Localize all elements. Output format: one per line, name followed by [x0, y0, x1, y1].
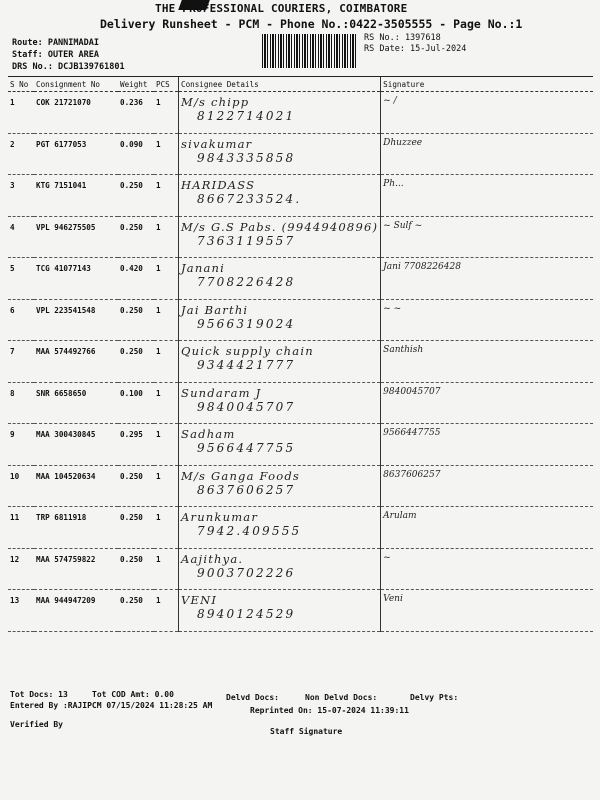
consignee-name: Quick supply chain [181, 344, 314, 358]
serial-number: 12 [10, 554, 20, 564]
drs-label: DRS No.: DCJB139761801 [12, 62, 125, 72]
pcs-value: 1 [156, 388, 161, 398]
consignee-name: Sadham [181, 427, 236, 441]
weight-cell [118, 92, 154, 134]
consignment-cell [34, 424, 118, 466]
weight-value: 0.100 [120, 388, 143, 398]
handwritten-signature: Dhuzzee [383, 137, 423, 148]
consignee-name: Jai Barthi [181, 302, 249, 317]
consignee-cell [179, 382, 381, 424]
pcs-value: 1 [156, 347, 161, 356]
signature-cell [381, 216, 593, 258]
sno-cell [8, 216, 34, 258]
pcs-cell [154, 175, 179, 217]
weight-value: 0.295 [120, 430, 143, 439]
handwritten-signature: ~ ~ [383, 303, 402, 314]
weight-cell [118, 548, 154, 590]
weight-value: 0.250 [120, 596, 143, 605]
handwritten-signature: ~ Sulf ~ [383, 220, 423, 231]
pcs-value: 1 [156, 181, 161, 190]
col-signature: Signature [381, 77, 593, 92]
consignee-phone: 9843335858 [197, 150, 296, 165]
pcs-cell [154, 507, 179, 549]
consignment-cell [34, 133, 118, 175]
weight-cell [118, 216, 154, 258]
consignee-cell [179, 465, 381, 507]
consignee-phone: 8637606257 [197, 482, 296, 497]
signature-cell [381, 465, 593, 507]
consignment-number: VPL 946275505 [36, 222, 96, 232]
col-pcs: PCS [154, 77, 179, 92]
handwritten-signature: 8637606257 [383, 469, 441, 480]
table-row [8, 216, 593, 258]
consignment-cell [34, 548, 118, 590]
handwritten-signature: Santhish [383, 345, 424, 355]
consignment-number: MAA 574759822 [36, 554, 96, 564]
consignee-phone: 7363119557 [197, 233, 296, 248]
consignee-cell [179, 424, 381, 466]
consignee-phone: 9003702226 [197, 565, 296, 580]
consignment-cell [34, 341, 118, 383]
consignment-number: VPL 223541548 [36, 305, 96, 315]
consignee-phone: 9840045707 [197, 399, 296, 414]
rs-date: RS Date: 15-Jul-2024 [364, 44, 467, 54]
weight-value: 0.420 [120, 264, 143, 273]
sno-cell [8, 507, 34, 549]
table-row [8, 258, 593, 300]
consignee-name: Janani [181, 261, 226, 275]
col-sno: S No [8, 77, 34, 92]
weight-cell [118, 258, 154, 300]
signature-cell [381, 133, 593, 175]
sno-cell [8, 258, 34, 300]
sno-cell [8, 299, 34, 341]
pcs-value: 1 [156, 98, 161, 107]
consignee-name: VENI [181, 593, 218, 607]
verified-by: Verified By [10, 720, 63, 729]
table-row [8, 133, 593, 175]
serial-number: 13 [10, 596, 20, 605]
consignee-cell [179, 507, 381, 549]
weight-cell [118, 424, 154, 466]
delivered-docs: Delvd Docs: [226, 693, 279, 702]
weight-cell [118, 175, 154, 217]
runsheet-title: Delivery Runsheet - PCM - Phone No.:0422-3505555 - Page No.:1 [100, 17, 523, 31]
pcs-value: 1 [156, 554, 161, 564]
consignee-name: M/s Ganga Foods [181, 468, 300, 483]
table-row [8, 424, 593, 466]
company-title: THE PROFESSIONAL COURIERS, COIMBATORE [155, 2, 408, 15]
consignee-cell [179, 299, 381, 341]
signature-cell [381, 258, 593, 300]
pcs-cell [154, 590, 179, 632]
serial-number: 9 [10, 430, 15, 439]
serial-number: 3 [10, 181, 15, 190]
signature-cell [381, 92, 593, 134]
weight-value: 0.236 [120, 98, 143, 107]
pcs-value: 1 [156, 305, 161, 315]
consignment-cell [34, 507, 118, 549]
table-row [8, 590, 593, 632]
handwritten-signature: Arulam [383, 511, 417, 521]
sno-cell [8, 92, 34, 134]
pcs-value: 1 [156, 430, 161, 439]
table-row [8, 548, 593, 590]
consignee-name: Arunkumar [181, 510, 259, 524]
total-docs: Tot Docs: 13 [10, 690, 68, 699]
pcs-cell [154, 92, 179, 134]
consignee-name: M/s chipp [181, 95, 250, 109]
consignee-name: M/s G.S Pabs. (9944940896) [181, 219, 379, 234]
consignee-phone: 7708226428 [197, 275, 296, 289]
consignment-cell [34, 258, 118, 300]
col-weight: Weight [118, 77, 154, 92]
consignee-phone: 8940124529 [197, 607, 296, 621]
pcs-cell [154, 382, 179, 424]
consignee-cell [179, 175, 381, 217]
pcs-value: 1 [156, 264, 161, 273]
weight-cell [118, 382, 154, 424]
serial-number: 5 [10, 264, 15, 273]
pcs-cell [154, 299, 179, 341]
table-row [8, 175, 593, 217]
consignee-cell [179, 590, 381, 632]
weight-cell [118, 341, 154, 383]
consignment-cell [34, 216, 118, 258]
sno-cell [8, 341, 34, 383]
weight-cell [118, 507, 154, 549]
sno-cell [8, 590, 34, 632]
consignee-phone: 7942.409555 [197, 524, 302, 538]
serial-number: 10 [10, 471, 20, 481]
weight-value: 0.250 [120, 305, 143, 315]
pcs-value: 1 [156, 139, 161, 149]
sno-cell [8, 548, 34, 590]
consignee-name: Sundaram J [181, 385, 262, 400]
signature-cell [381, 299, 593, 341]
non-delivered-docs: Non Delvd Docs: [305, 693, 378, 702]
consignee-cell [179, 258, 381, 300]
consignee-name: HARIDASS [181, 178, 256, 192]
weight-value: 0.250 [120, 554, 143, 564]
signature-cell [381, 424, 593, 466]
consignment-number: MAA 300430845 [36, 430, 96, 439]
signature-cell [381, 507, 593, 549]
weight-cell [118, 590, 154, 632]
sno-cell [8, 175, 34, 217]
rs-number: RS No.: 1397618 [364, 33, 441, 43]
consignment-number: PGT 6177053 [36, 139, 87, 149]
consignment-cell [34, 465, 118, 507]
handwritten-signature: 9840045707 [383, 386, 441, 397]
pcs-value: 1 [156, 513, 161, 522]
weight-value: 0.250 [120, 471, 143, 481]
weight-value: 0.250 [120, 347, 143, 356]
col-consignment: Consignment No [34, 77, 118, 92]
handwritten-signature: ~ [383, 552, 391, 563]
table-row [8, 507, 593, 549]
pcs-value: 1 [156, 596, 161, 605]
staff-label: Staff: OUTER AREA [12, 50, 99, 60]
signature-cell [381, 590, 593, 632]
pcs-cell [154, 548, 179, 590]
serial-number: 8 [10, 388, 15, 398]
consignment-cell [34, 590, 118, 632]
consignment-number: TCG 41077143 [36, 264, 91, 273]
consignee-name: sivakumar [181, 136, 253, 151]
signature-cell [381, 175, 593, 217]
reprinted-on: Reprinted On: 15-07-2024 11:39:11 [250, 706, 409, 715]
consignee-cell [179, 548, 381, 590]
serial-number: 4 [10, 222, 15, 232]
pcs-cell [154, 216, 179, 258]
consignment-number: KTG 7151041 [36, 181, 87, 190]
consignment-number: MAA 944947209 [36, 596, 96, 605]
pcs-cell [154, 341, 179, 383]
weight-cell [118, 465, 154, 507]
consignee-phone: 8122714021 [197, 109, 296, 123]
sno-cell [8, 133, 34, 175]
serial-number: 6 [10, 305, 15, 315]
sno-cell [8, 465, 34, 507]
barcode [262, 34, 357, 68]
weight-cell [118, 299, 154, 341]
consignment-number: COK 21721070 [36, 98, 91, 107]
handwritten-signature: Ph... [383, 179, 404, 189]
consignee-cell [179, 341, 381, 383]
sno-cell [8, 382, 34, 424]
consignment-number: MAA 574492766 [36, 347, 96, 356]
consignment-cell [34, 299, 118, 341]
route-label: Route: PANNIMADAI [12, 38, 99, 48]
table-header-row [8, 77, 593, 92]
signature-cell [381, 382, 593, 424]
pcs-cell [154, 465, 179, 507]
pcs-value: 1 [156, 222, 161, 232]
runsheet-table [8, 76, 593, 632]
col-consignee: Consignee Details [179, 77, 381, 92]
consignee-phone: 8667233524. [197, 192, 302, 206]
serial-number: 7 [10, 347, 15, 356]
table-row [8, 299, 593, 341]
handwritten-signature: Veni [383, 594, 403, 604]
weight-value: 0.250 [120, 513, 143, 522]
pcs-value: 1 [156, 471, 161, 481]
serial-number: 1 [10, 98, 15, 107]
total-cod: Tot COD Amt: 0.00 [92, 690, 174, 699]
table-row [8, 341, 593, 383]
consignee-phone: 9566319024 [197, 316, 296, 331]
consignment-number: MAA 104520634 [36, 471, 96, 481]
handwritten-signature: Jani 7708226428 [383, 262, 461, 272]
consignee-cell [179, 216, 381, 258]
signature-cell [381, 548, 593, 590]
pcs-cell [154, 258, 179, 300]
consignee-phone: 9344421777 [197, 358, 296, 372]
consignment-number: TRP 6811918 [36, 513, 87, 522]
consignment-cell [34, 92, 118, 134]
consignee-phone: 9566447755 [197, 441, 296, 455]
pcs-cell [154, 133, 179, 175]
consignment-cell [34, 175, 118, 217]
consignee-cell [179, 92, 381, 134]
serial-number: 11 [10, 513, 20, 522]
consignment-number: SNR 6658650 [36, 388, 87, 398]
sno-cell [8, 424, 34, 466]
delivery-points: Delvy Pts: [410, 693, 459, 702]
weight-cell [118, 133, 154, 175]
weight-value: 0.250 [120, 222, 143, 232]
handwritten-signature: 9566447755 [383, 428, 441, 438]
staff-signature: Staff Signature [270, 727, 343, 736]
table-row [8, 92, 593, 134]
pcs-cell [154, 424, 179, 466]
weight-value: 0.090 [120, 139, 143, 149]
consignment-cell [34, 382, 118, 424]
weight-value: 0.250 [120, 181, 143, 190]
consignee-name: Aajithya. [181, 551, 244, 566]
table-row [8, 465, 593, 507]
serial-number: 2 [10, 139, 15, 149]
signature-cell [381, 341, 593, 383]
entered-by: Entered By :RAJIPCM 07/15/2024 11:28:25 AM [10, 701, 213, 710]
table-row [8, 382, 593, 424]
consignee-cell [179, 133, 381, 175]
handwritten-signature: ~ / [383, 96, 397, 106]
